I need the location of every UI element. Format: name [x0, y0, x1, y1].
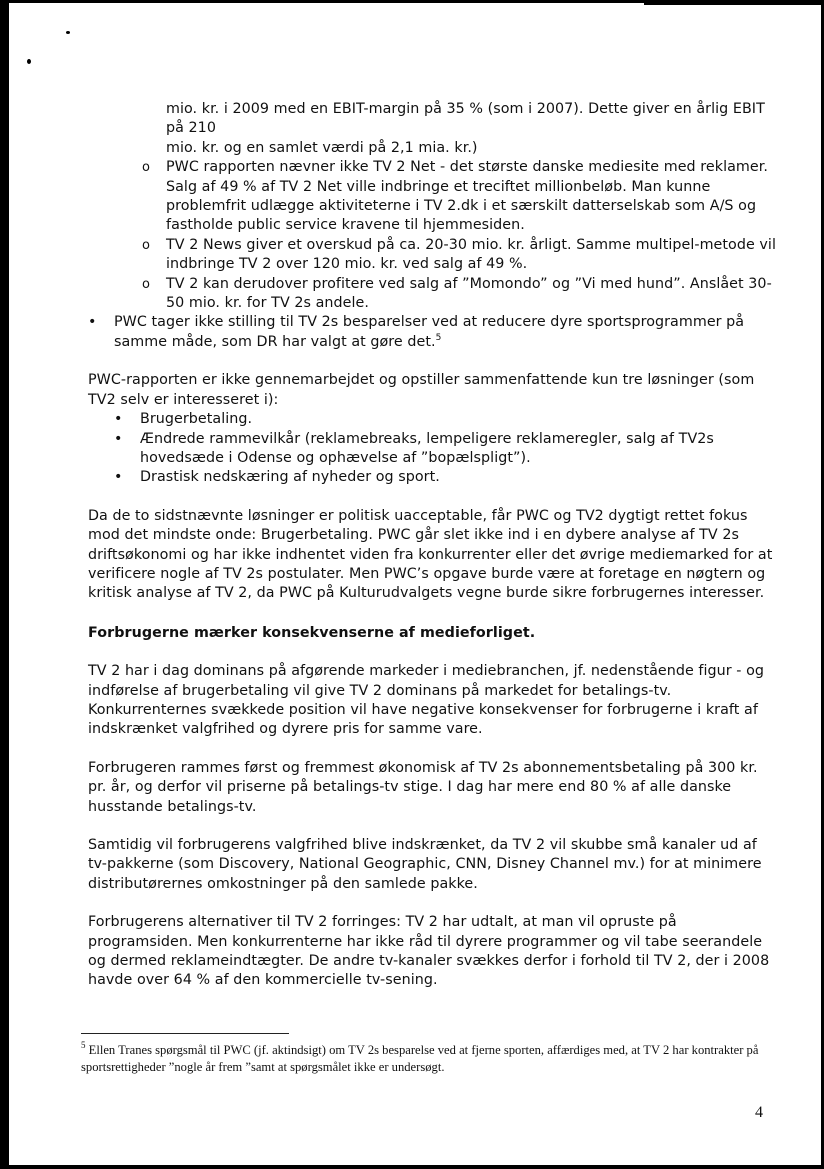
paragraph-dominance: TV 2 har i dag dominans på afgørende markeder i mediebranchen, jf. nedenstående figur - og indførelse af brugerbetaling vil give TV 2 dominans på markedet for betalings-tv. Konkurrenternes svækkede position vil have negative konsekvenser for forbrugerne i kraft af indskrænket valgfrihed og dyrere pris for samme vare.	[88, 663, 765, 738]
bullet-icon: •	[114, 430, 123, 447]
footnote-reference[interactable]: 5	[435, 332, 442, 343]
continuation-line-2: mio. kr. og en samlet værdi på 2,1 mia. kr.)	[166, 139, 478, 156]
paragraph-pwc-report: PWC-rapporten er ikke gennemarbejdet og opstiller sammenfattende kun tre løsninger (som TV2 selv er interesseret i):	[88, 372, 755, 408]
continuation-text	[88, 100, 778, 158]
paragraph-economic: Forbrugeren rammes først og fremmest økonomisk af TV 2s abonnementsbetaling på 300 kr. pr. år, og derfor vil priserne på betalings-tv stige. I dag har mere end 80 % af alle danske husstande betalings-tv.	[88, 759, 758, 815]
scan-speck	[66, 31, 70, 34]
section-heading: Forbrugerne mærker konsekvenserne af medieforliget.	[88, 624, 536, 641]
paragraph-choice: Samtidig vil forbrugerens valgfrihed blive indskrænket, da TV 2 vil skubbe små kanaler ud af tv-pakkerne (som Discovery, National Geographic, CNN, Disney Channel mv.) for at minimere distributørernes omkostninger på den samlede pakke.	[88, 837, 762, 892]
footnote-divider	[81, 1033, 289, 1034]
main-bullet-text: PWC tager ikke stilling til TV 2s besparelser ved at reducere dyre sportsprogrammer på samme måde, som DR har valgt at gøre det.	[114, 314, 745, 350]
hollow-bullet-icon: o	[142, 276, 151, 292]
footnote	[81, 1042, 771, 1075]
hollow-bullet-icon: o	[142, 237, 151, 253]
sub-bullet-item	[88, 236, 778, 275]
sub-bullet-item	[88, 275, 778, 314]
page-number: 4	[755, 1104, 763, 1121]
solution-item	[88, 430, 778, 469]
solution-item	[88, 410, 778, 429]
sub-bullet-text: TV 2 kan derudover profitere ved salg af ”Momondo” og ”Vi med hund”. Anslået 30-50 mio. kr. for TV 2s andele.	[166, 275, 772, 312]
solutions-list	[88, 410, 778, 488]
solution-item	[88, 468, 778, 487]
continuation-line-1: mio. kr. i 2009 med en EBIT-margin på 35 % (som i 2007). Dette giver en årlig EBIT på 210	[166, 101, 765, 137]
hollow-bullet-icon: o	[142, 160, 151, 176]
sub-bullet-item	[88, 158, 778, 236]
bullet-icon: •	[114, 469, 123, 486]
sub-bullet-text: PWC rapporten nævner ikke TV 2 Net - det største danske mediesite med reklamer. Salg af 49 % af TV 2 Net ville indbringe et treciftet millionbeløb. Man kunne problemfrit udlægge aktiviteterne i TV 2.dk i et særskilt datterselskab som A/S og fastholde public service kravene til hjemmesiden.	[166, 159, 768, 234]
solution-text: Brugerbetaling.	[140, 411, 253, 428]
footnote-number: 5	[81, 1040, 86, 1050]
paragraph-alternatives: Forbrugerens alternativer til TV 2 forringes: TV 2 har udtalt, at man vil opruste på programsiden. Men konkurrenterne har ikke råd til dyrere programmer og vil tabe seerandele og dermed reklameindtægter. De andre tv-kanaler svækkes derfor i forhold til TV 2, der i 2008 havde over 64 % af den kommercielle tv-sening.	[88, 914, 770, 989]
scan-speck	[27, 59, 31, 64]
scan-border-top-right	[644, 0, 824, 5]
document-body	[88, 100, 778, 991]
bullet-icon: •	[114, 411, 123, 428]
solution-text: Drastisk nedskæring af nyheder og sport.	[140, 469, 440, 486]
scan-border-bottom	[0, 1165, 824, 1169]
sub-bullet-text: TV 2 News giver et overskud på ca. 20-30 mio. kr. årligt. Samme multipel-metode vil indbringe TV 2 over 120 mio. kr. ved salg af 49 %.	[166, 236, 776, 273]
main-bullet-item	[88, 313, 778, 352]
footnote-text: Ellen Tranes spørgsmål til PWC (jf. aktindsigt) om TV 2s besparelse ved at fjerne sporten, affærdiges med, at TV 2 har kontrakter på sportsrettigheder ”nogle år frem ”samt at spørgsmålet ikke er undersøgt.	[81, 1043, 759, 1074]
solution-text: Ændrede rammevilkår (reklamebreaks, lempeligere reklameregler, salg af TV2s hovedsæde i Odense og ophævelse af ”bopælspligt”).	[140, 430, 714, 466]
paragraph-political: Da de to sidstnævnte løsninger er politisk uacceptable, får PWC og TV2 dygtigt rettet fokus mod det mindste onde: Brugerbetaling. PWC går slet ikke ind i en dybere analyse af TV 2s driftsøkonomi og har ikke indhentet viden fra konkurrenter eller det øvrige mediemarked for at verificere nogle af TV 2s postulater. Men PWC’s opgave burde være at foretage en nøgtern og kritisk analyse af TV 2, da PWC på Kulturudvalgets vegne burde sikre forbrugernes interesser.	[88, 507, 773, 602]
bullet-icon: •	[88, 314, 97, 331]
scan-border-left	[0, 0, 9, 1169]
